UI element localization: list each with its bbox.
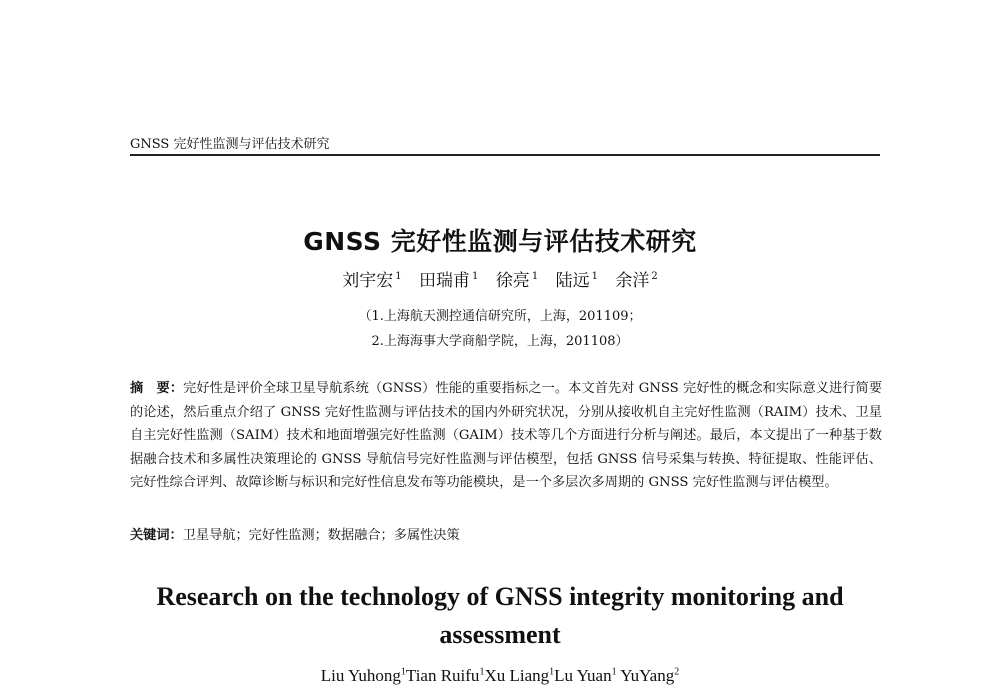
keywords-label: 关键词： [130, 528, 183, 543]
title-english: Research on the technology of GNSS integrity monitoring and assessment [156, 582, 844, 649]
affiliation-2: 2.上海海事大学商船学院，上海，201108） [371, 334, 629, 349]
abstract-text: 完好性是评价全球卫星导航系统（GNSS）性能的重要指标之一。本文首先对 GNSS 完好性的概念和实际意义进行简要的论述，然后重点介绍了 GNSS 完好性监测与评估技术的国内外研究状况，分别从接收机自主完好性监测（RAIM）技术、卫星自主完好性监测（SAIM）技术和地面增强完好性监测（GAIM）技术等几个方面进行分析与阐述。最后，本文提出了一种基于数据融合技术和多属性决策理论的 GNSS 导航信号完好性监测与评估模型，包括 GNSS 信号采集与转换、特征提取、性能评估、完好性综合评判、故障诊断与标识和完好性信息发布等功能模块，是一个多层次多周期的 GNSS 完好性监测与评估模型。 [130, 381, 883, 490]
title-chinese: GNSS 完好性监测与评估技术研究 [303, 227, 697, 256]
author-en: Tian Ruifu$^1$ [405, 666, 485, 685]
author-cn: 陆远 $^1$ [555, 271, 598, 291]
abstract [130, 377, 882, 495]
author-cn: 刘宇宏 $^1$ [342, 271, 402, 291]
author-en: Xu Liang$^1$ [484, 666, 555, 685]
keywords [130, 524, 882, 543]
header-rule [130, 154, 880, 156]
keywords-text: 卫星导航；完好性监测；数据融合；多属性决策 [182, 528, 460, 543]
authors-english [0, 666, 1000, 686]
author-en: Lu Yuan$^1$ [554, 666, 617, 685]
running-head: GNSS 完好性监测与评估技术研究 [130, 137, 330, 152]
author-en: Liu Yuhong$^1$ [320, 666, 406, 685]
affiliation-1: （1.上海航天测控通信研究所，上海，201109； [358, 309, 642, 324]
abstract-label: 摘 要： [130, 381, 184, 396]
author-cn: 田瑞甫 $^1$ [419, 271, 479, 291]
author-cn: 余洋 $^2$ [615, 271, 658, 291]
author-en: YuYang$^2$ [616, 666, 680, 685]
author-cn: 徐亮 $^1$ [495, 271, 539, 291]
authors-chinese [0, 266, 1000, 291]
